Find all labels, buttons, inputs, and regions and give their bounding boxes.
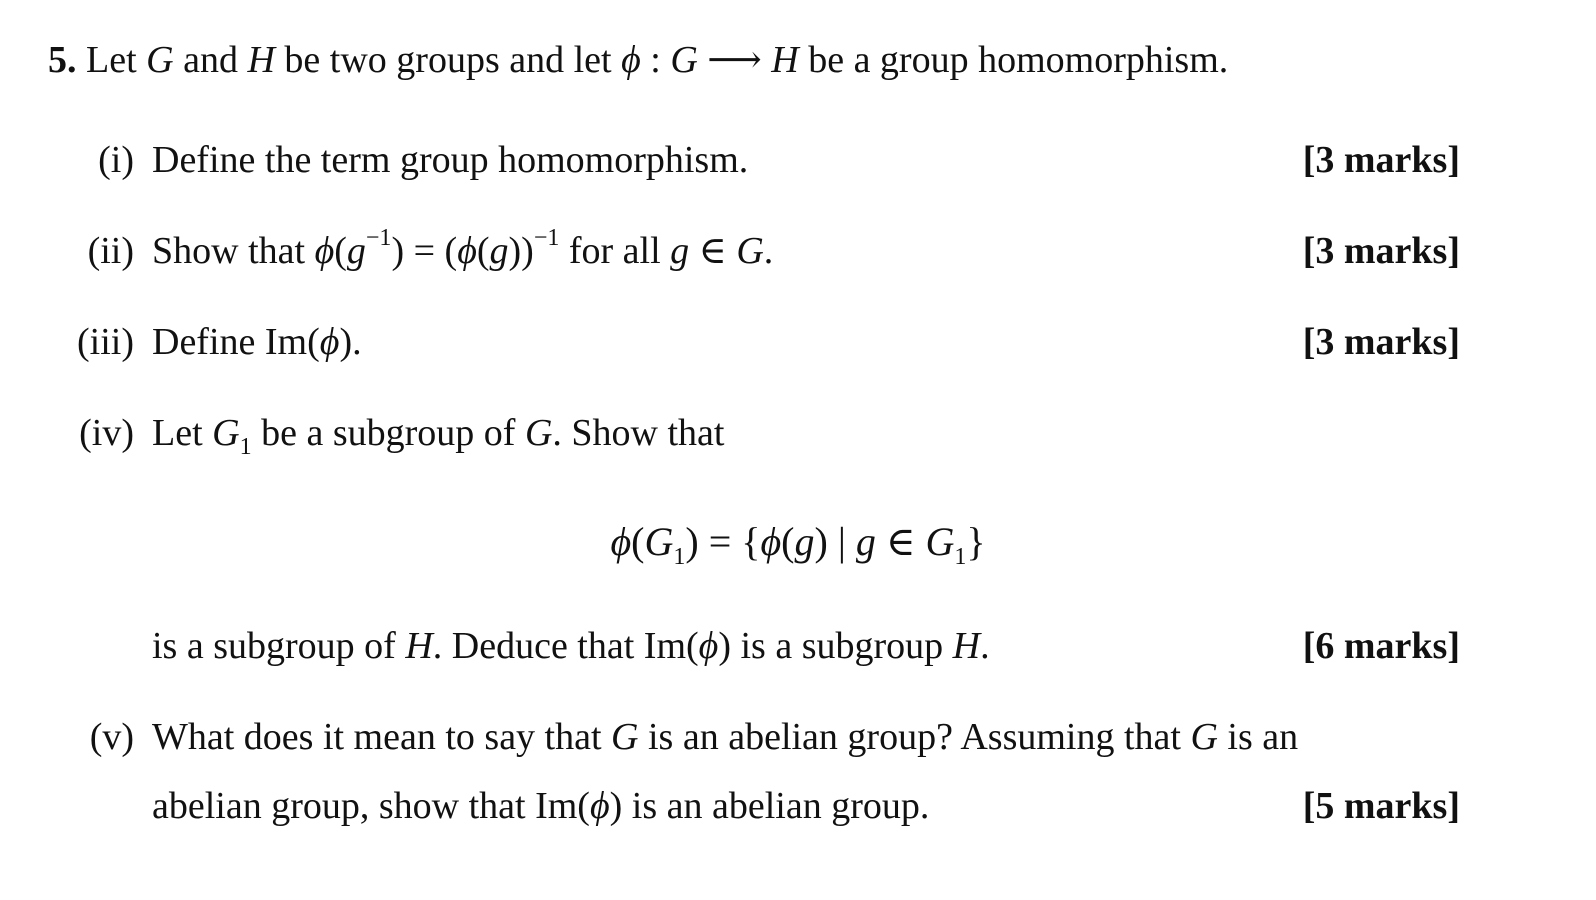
marks-part-iii: [3 marks] (1302, 321, 1460, 363)
marks-part-ii: [3 marks] (1302, 230, 1460, 272)
part-label-v: (v) (89, 716, 134, 758)
marks-part-i: [3 marks] (1302, 139, 1460, 181)
question-intro (48, 36, 1228, 84)
part-label-iii: (iii) (77, 321, 134, 363)
part-iv-text: Let $G_1$ be a subgroup of G. Show that (152, 412, 725, 460)
display-equation: $\phi(G_1) = \{\phi(g)$ | g ∈ $G_1$} (610, 519, 986, 570)
part-label-i: (i) (98, 139, 134, 181)
marks-part-iv: [6 marks] (1302, 625, 1460, 667)
part-label-ii: (ii) (87, 230, 134, 272)
part-ii-text: Show that $\phi(g^{-1}) = (\phi(g))^{-1}$ for all g ∈ G. (152, 225, 774, 272)
part-iv-continuation: is a subgroup of H. Deduce that Im(ϕ) is a subgroup H. (152, 625, 990, 667)
part-iii-text: Define Im(ϕ). (152, 321, 362, 363)
intro-text: Let G and H be two groups and let ϕ : G ⟶ H be a group homomorphism. (86, 39, 1229, 81)
part-v-line1: What does it mean to say that G is an abelian group? Assuming that G is an (152, 716, 1299, 758)
question-number: 5. (48, 39, 77, 81)
part-i-text: Define the term group homomorphism. (152, 139, 749, 181)
part-v-line2: abelian group, show that Im(ϕ) is an abelian group. (152, 785, 930, 827)
marks-part-v: [5 marks] (1302, 785, 1460, 827)
part-label-iv: (iv) (79, 412, 134, 454)
